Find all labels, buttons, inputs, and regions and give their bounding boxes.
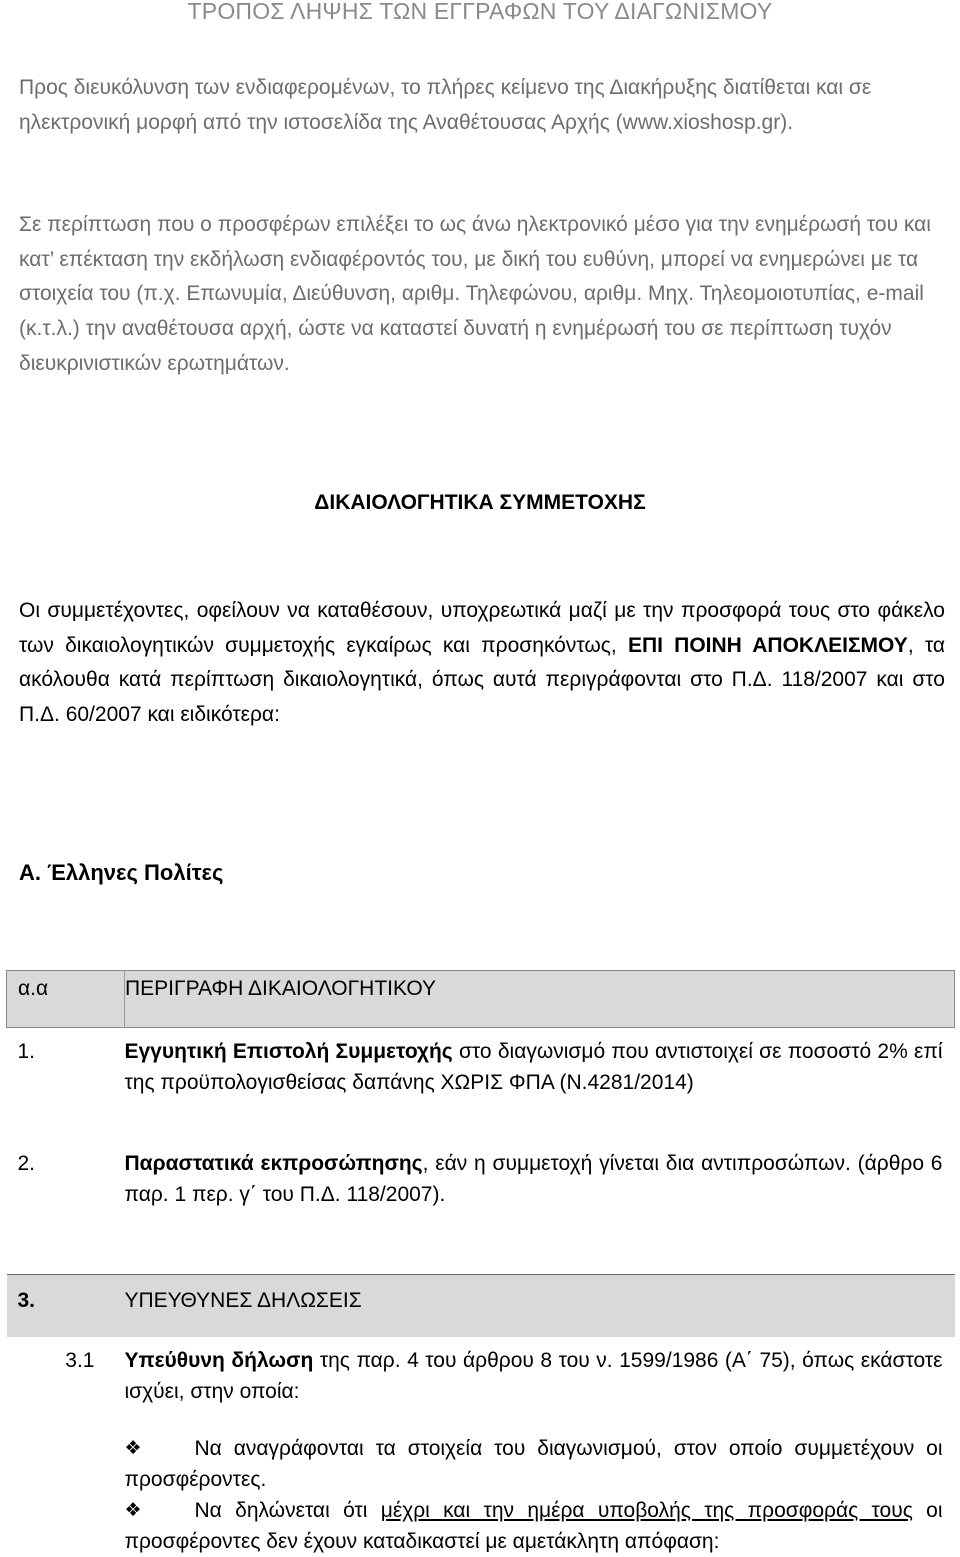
section-heading: ΔΙΚΑΙΟΛΟΓΗΤΙΚΑ ΣΥΜΜΕΤΟΧΗΣ bbox=[314, 491, 646, 514]
diamond-bullet-icon: ❖ bbox=[124, 1500, 142, 1521]
row-number: 1. bbox=[17, 1040, 36, 1063]
row-description bbox=[125, 1140, 955, 1224]
bullet-underlined-text: μέχρι και την ημέρα υποβολής της προσφοράς τους bbox=[380, 1499, 913, 1522]
section-title: ΥΠΕΥΘΥΝΕΣ ΔΗΛΩΣΕΙΣ bbox=[125, 1275, 955, 1338]
table-row bbox=[7, 1140, 955, 1224]
bullet-text: Να αναγράφονται τα στοιχεία του διαγωνισμού, στον οποίο συμμετέχουν οι προσφέροντες. bbox=[124, 1437, 943, 1491]
table-row bbox=[7, 1028, 955, 1141]
section-number: 3. bbox=[7, 1275, 125, 1338]
requirements-text-end: , τα ακόλουθα κατά περίπτωση δικαιολογητικά, όπως αυτά περιγράφονται στο Π.Δ. 118/2007 και στο Π.Δ. 60/2007 και ειδικότερα: bbox=[19, 633, 946, 726]
exclusion-penalty-text: ΕΠΙ ΠΟΙΝΗ ΑΠΟΚΛΕΙΣΜΟΥ bbox=[627, 633, 908, 657]
row-title: Υπεύθυνη δήλωση bbox=[124, 1349, 314, 1372]
table-row bbox=[7, 1429, 955, 1495]
header-number: α.α bbox=[7, 971, 125, 1028]
documents-table bbox=[6, 970, 955, 1557]
table-row bbox=[7, 1495, 955, 1557]
table-spacer-row bbox=[7, 1224, 955, 1275]
intro-paragraph: Προς διευκόλυνση των ενδιαφερομένων, το πλήρες κείμενο της Διακήρυξης διατίθεται και σε ηλεκτρονική μορφή από την ιστοσελίδα της Αναθέτουσας Αρχής (www.xioshosp.gr). bbox=[19, 76, 872, 134]
row-title: Εγγυητική Επιστολή Συμμετοχής bbox=[124, 1040, 453, 1063]
diamond-bullet-icon: ❖ bbox=[124, 1438, 142, 1459]
row-text: στο διαγωνισμό που αντιστοιχεί σε ποσοστό 2% επί της προϋπολογισθείσας δαπάνης ΧΩΡΙΣ ΦΠΑ (Ν.4281/2014) bbox=[124, 1040, 943, 1094]
row-number: 3.1 bbox=[65, 1349, 95, 1372]
document-title: ΤΡΟΠΟΣ ΛΗΨΗΣ ΤΩΝ ΕΓΓΡΑΦΩΝ ΤΟΥ ΔΙΑΓΩΝΙΣΜΟΥ bbox=[187, 0, 773, 24]
row-number: 2. bbox=[17, 1152, 36, 1175]
row-text: , εάν η συμμετοχή γίνεται δια αντιπροσώπων. (άρθρο 6 παρ. 1 περ. γ΄ του Π.Δ. 118/2007). bbox=[124, 1152, 943, 1206]
table-section-row bbox=[7, 1275, 955, 1338]
greek-citizens-heading: Α. Έλληνες Πολίτες bbox=[19, 860, 224, 885]
bullet-item bbox=[125, 1495, 955, 1557]
table-row bbox=[7, 1337, 955, 1429]
row-text: της παρ. 4 του άρθρου 8 του ν. 1599/1986 (Α΄ 75), όπως εκάστοτε ισχύει, στην οποία: bbox=[124, 1349, 943, 1403]
bullet-text-end: οι προσφέροντες δεν έχουν καταδικαστεί με αμετάκλητη απόφαση: bbox=[124, 1499, 943, 1553]
row-description bbox=[125, 1028, 955, 1141]
bullet-text: Να δηλώνεται ότι bbox=[194, 1499, 381, 1522]
bullet-item bbox=[125, 1429, 955, 1495]
row-description bbox=[125, 1337, 955, 1429]
notice-paragraph: Σε περίπτωση που ο προσφέρων επιλέξει το ως άνω ηλεκτρονικό μέσο για την ενημέρωσή του και κατ’ επέκταση την εκδήλωση ενδιαφέροντός του, με δική του ευθύνη, μπορεί να ενημερώνει με τα στοιχεία του (π.χ. Επωνυμία, Διεύθυνση, αριθμ. Τηλεφώνου, αριθμ. Μηχ. Τηλεομοιοτυπίας, e-mail (κ.τ.λ.) την αναθέτουσα αρχή, ώστε να καταστεί δυνατή η ενημέρωσή του σε περίπτωση τυχόν διευκρινιστικών ερωτημάτων. bbox=[19, 213, 931, 375]
requirements-text-start: Οι συμμετέχοντες, οφείλουν να καταθέσουν, υποχρεωτικά μαζί με την προσφορά τους στο φάκελο των δικαιολογητικών συμμετοχής εγκαίρως και προσηκόντως, bbox=[19, 599, 945, 657]
row-title: Παραστατικά εκπροσώπησης bbox=[124, 1152, 423, 1175]
header-description: ΠΕΡΙΓΡΑΦΗ ΔΙΚΑΙΟΛΟΓΗΤΙΚΟΥ bbox=[125, 971, 955, 1028]
requirements-paragraph bbox=[19, 594, 945, 732]
table-header-row bbox=[7, 971, 955, 1028]
